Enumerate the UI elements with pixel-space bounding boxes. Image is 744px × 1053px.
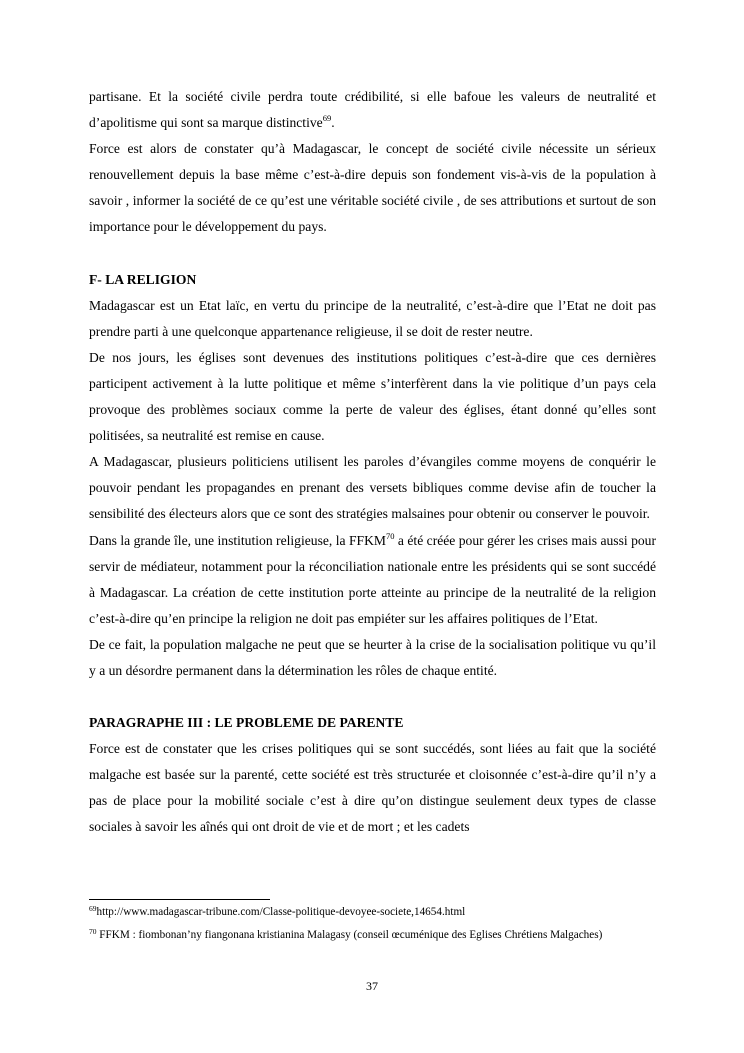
paragraph-text: partisane. Et la société civile perdra toute crédibilité, si elle bafoue les valeurs de neutralité et d’apolitisme qui sont sa marque distinctive — [89, 89, 656, 131]
section-heading: F- LA RELIGION — [89, 271, 197, 287]
paragraph-text: . — [331, 115, 335, 131]
intro-section — [89, 84, 656, 241]
paragraph: De nos jours, les églises sont devenues des institutions politiques c’est-à-dire que ces dernières participent activement à la lutte politique et même s’interfèrent dans la vie politique d’un pays cela provoque des problèmes sociaux comme la perte de valeur des églises, étant donné qu’elles sont politisées, sa neutralité est remise en cause. — [89, 349, 656, 444]
section-parente — [89, 710, 656, 840]
paragraph: Force est de constater que les crises politiques qui se sont succédés, sont liées au fait que la société malgache est basée sur la parenté, cette société est très structurée et cloisonnée c’est-à-dire qu’il n’y a pas de place pour la mobilité sociale c’est à dire qu’on distingue seulement deux types de classe sociales à savoir les aînés qui ont droit de vie et de mort ; et les cadets — [89, 741, 656, 835]
section-heading: PARAGRAPHE III : LE PROBLEME DE PARENTE — [89, 715, 404, 731]
footnote-ref[interactable]: 69 — [322, 113, 332, 124]
footnote-ref[interactable]: 70 — [386, 530, 395, 541]
paragraph — [89, 528, 656, 632]
page-number: 37 — [366, 979, 378, 993]
footnote-number: 70 — [89, 927, 97, 936]
paragraph — [89, 84, 656, 136]
footnotes — [89, 905, 656, 951]
paragraph-text: a été créée pour gérer les crises mais aussi pour servir de médiateur, notamment pour la réconciliation nationale entre les présidents qui se sont succédé à Madagascar. La création de cette institution porte atteinte au principe de la neutralité de la religion c’est-à-dire qu’en principe la religion ne doit pas empiéter sur les affaires politiques de l’Etat. — [89, 532, 656, 626]
footnote — [89, 905, 656, 920]
footnote-number: 69 — [89, 904, 97, 913]
paragraph: Force est alors de constater qu’à Madagascar, le concept de société civile nécessite un sérieux renouvellement depuis la base même c’est-à-dire depuis son fondement vis-à-vis de la population à savoir , informer la société de ce qu’est une véritable société civile , de ses attributions et surtout de son importance pour le développement du pays. — [89, 141, 656, 235]
paragraph: A Madagascar, plusieurs politiciens utilisent les paroles d’évangiles comme moyens de conquérir le pouvoir pendant les propagandes en prenant des versets bibliques comme devise afin de toucher la sensibilité des électeurs alors que ce sont des stratégies malsaines pour obtenir ou conserver le pouvoir. — [89, 454, 656, 522]
paragraph: Madagascar est un Etat laïc, en vertu du principe de la neutralité, c’est-à-dire que l’Etat ne doit pas prendre parti à une quelconque appartenance religieuse, il se doit de rester neutre. — [89, 297, 656, 339]
paragraph-text: Dans la grande île, une institution religieuse, la FFKM — [89, 532, 386, 548]
section-religion — [89, 267, 656, 685]
footnote-separator — [89, 899, 270, 900]
page-body — [89, 84, 656, 841]
footnote-text: FFKM : fiombonan’ny fiangonana kristianina Malagasy (conseil œcuménique des Eglises Chrétiens Malgaches) — [96, 929, 603, 941]
paragraph: De ce fait, la population malgache ne peut que se heurter à la crise de la socialisation politique vu qu’il y a un désordre permanent dans la détermination les rôles de chaque entité. — [89, 636, 656, 678]
footnote — [89, 928, 656, 943]
footnote-link[interactable]: http://www.madagascar-tribune.com/Classe-politique-devoyee-societe,14654.html — [96, 906, 466, 918]
